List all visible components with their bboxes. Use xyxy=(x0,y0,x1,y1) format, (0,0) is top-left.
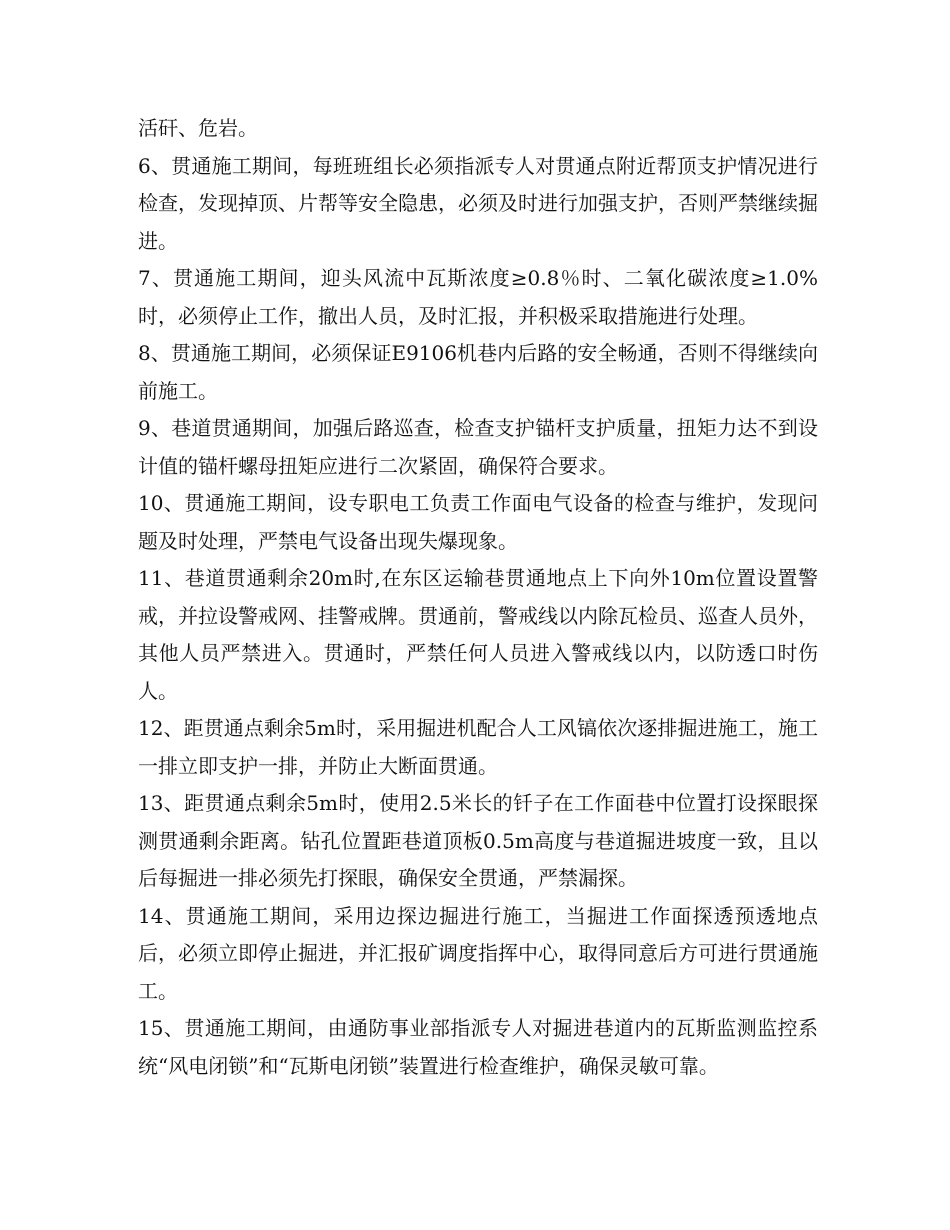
paragraph-item-12: 12、距贯通点剩余5m时，采用掘进机配合人工风镐依次逐排掘进施工，施工一排立即支护一排，并防止大断面贯通。 xyxy=(138,716,818,778)
paragraph-item-7: 7、贯通施工期间，迎头风流中瓦斯浓度≥0.8％时、二氧化碳浓度≥1.0%时，必须停止工作，撤出人员，及时汇报，并积极采取措施进行处理。 xyxy=(138,266,818,328)
paragraph-item-6: 6、贯通施工期间，每班班组长必须指派专人对贯通点附近帮顶支护情况进行检查，发现掉顶、片帮等安全隐患，必须及时进行加强支护，否则严禁继续掘进。 xyxy=(138,153,818,253)
paragraph-item-8: 8、贯通施工期间，必须保证E9106机巷内后路的安全畅通，否则不得继续向前施工。 xyxy=(138,341,818,403)
paragraph-item-10: 10、贯通施工期间，设专职电工负责工作面电气设备的检查与维护，发现问题及时处理，严禁电气设备出现失爆现象。 xyxy=(138,491,818,553)
paragraph-item-15: 15、贯通施工期间，由通防事业部指派专人对掘进巷道内的瓦斯监测监控系统“风电闭锁”和“瓦斯电闭锁”装置进行检查维护，确保灵敏可靠。 xyxy=(138,1016,818,1078)
paragraph-item-13: 13、距贯通点剩余5m时，使用2.5米长的钎子在工作面巷中位置打设探眼探测贯通剩余距离。钻孔位置距巷道顶板0.5m高度与巷道掘进坡度一致，且以后每掘进一排必须先打探眼，确保安全贯通，严禁漏探。 xyxy=(138,791,818,890)
paragraph-continuation: 活矸、危岩。 xyxy=(138,116,258,140)
document-body xyxy=(138,110,818,1085)
paragraph-item-9: 9、巷道贯通期间，加强后路巡查，检查支护锚杆支护质量，扭矩力达不到设计值的锚杆螺母扭矩应进行二次紧固，确保符合要求。 xyxy=(138,416,818,478)
paragraph-item-11: 11、巷道贯通剩余20m时,在东区运输巷贯通地点上下向外10m位置设置警戒，并拉设警戒网、挂警戒牌。贯通前，警戒线以内除瓦检员、巡查人员外，其他人员严禁进入。贯通时，严禁任何人员进入警戒线以内，以防透口时伤人。 xyxy=(138,566,818,703)
paragraph-item-14: 14、贯通施工期间，采用边探边掘进行施工，当掘进工作面探透预透地点后，必须立即停止掘进，并汇报矿调度指挥中心，取得同意后方可进行贯通施工。 xyxy=(138,903,818,1003)
